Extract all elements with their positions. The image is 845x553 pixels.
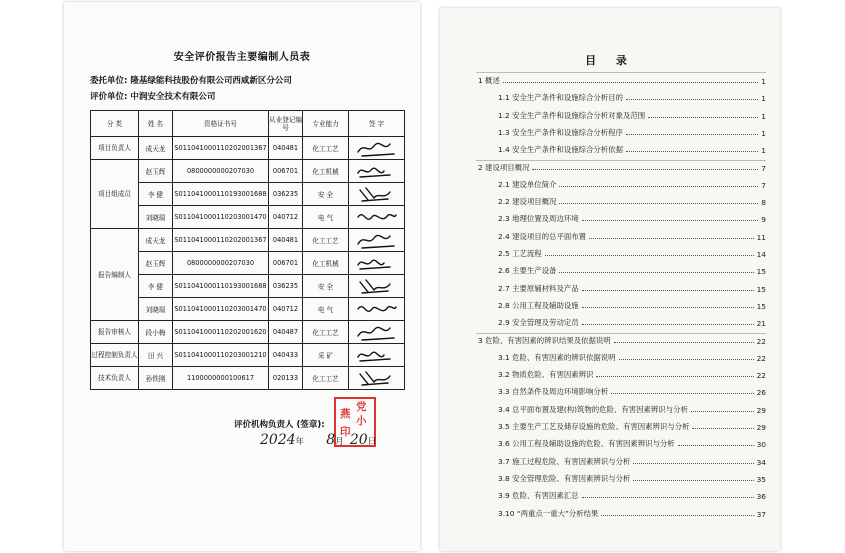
toc-entry-text: 3.8 安全管理危险、有害因素辨识与分析 [498, 473, 631, 483]
toc-section[interactable] [498, 351, 766, 363]
toc-section[interactable] [498, 299, 766, 311]
evaluator-value: 中润安全技术有限公司 [130, 92, 216, 102]
toc-page-number: 8 [761, 198, 766, 208]
toc-section[interactable] [498, 126, 766, 138]
name-cell: 赵玉辉 [139, 252, 173, 275]
toc-section[interactable] [498, 91, 766, 103]
toc-leader-dots [611, 393, 753, 394]
toc-leader-dots [532, 169, 758, 170]
name-cell: 赵玉辉 [139, 160, 173, 183]
cert-cell: S011041000110202001620 [173, 321, 269, 344]
toc-entry-text: 1.4 安全生产条件和设施综合分析依据 [498, 145, 623, 155]
toc-entry-text: 3.1 危险、有害因素的辨识依据说明 [498, 352, 616, 362]
toc-page-number: 1 [761, 111, 766, 121]
toc-entry-text: 2.2 建设项目概况 [498, 197, 557, 207]
reg-cell: 040487 [269, 321, 303, 344]
signature-mark [354, 138, 400, 158]
toc-section[interactable] [498, 437, 766, 449]
major-cell: 化工工艺 [303, 321, 349, 344]
header-cert: 资格证书号 [173, 111, 269, 137]
toc-entry-text: 2.5 工艺流程 [498, 249, 542, 258]
toc-page-number: 1 [761, 128, 766, 138]
seal-char: 党 [356, 401, 367, 413]
toc-page-number: 22 [756, 353, 766, 363]
toc-page-number: 7 [761, 180, 766, 190]
reg-cell: 040433 [269, 344, 303, 367]
toc-page-number: 29 [756, 423, 766, 432]
toc-page [440, 8, 780, 551]
signature-cell [349, 160, 405, 183]
toc-section[interactable] [498, 385, 766, 397]
toc-leader-dots [582, 324, 754, 325]
toc-page-number: 9 [761, 215, 766, 225]
signature-cell [349, 183, 405, 206]
toc-leader-dots [582, 290, 754, 291]
toc-entry-text: 3.4 总平面布置及建(构)筑物的危险、有害因素辨识与分析 [498, 404, 688, 414]
toc-entry-text: 2.7 主要原辅材料及产品 [498, 283, 579, 293]
client-value: 隆基绿能科技股份有限公司西咸新区分公司 [130, 76, 292, 86]
major-cell: 化工工艺 [303, 137, 349, 160]
toc-page-number: 26 [756, 388, 766, 398]
cert-cell: 1100000000100617 [173, 367, 269, 390]
toc-entry-text: 3 危险、有害因素的辨识结果及依据说明 [478, 335, 611, 345]
major-cell: 化工工艺 [303, 367, 349, 390]
signature-mark [354, 276, 400, 296]
toc-section[interactable] [498, 316, 766, 328]
name-cell: 田 兴 [139, 344, 173, 367]
toc-section[interactable] [498, 420, 766, 432]
seal-char: 印 [340, 426, 351, 438]
toc-page-number: 1 [761, 146, 766, 156]
table-row [91, 183, 405, 206]
category-cell: 项目组成员 [91, 160, 139, 229]
toc-page-number: 35 [756, 474, 766, 484]
org-head-label: 评价机构负责人 (签章): [234, 420, 325, 430]
table-row [91, 275, 405, 298]
toc-page-number: 22 [756, 371, 766, 381]
toc-entry-text: 1.1 安全生产条件和设施综合分析目的 [498, 93, 623, 103]
month-unit: 月 [335, 437, 344, 447]
major-cell: 化工工艺 [303, 229, 349, 252]
toc-section[interactable] [498, 178, 766, 190]
major-cell: 安 全 [303, 183, 349, 206]
signature-mark [354, 345, 400, 365]
toc-section[interactable] [498, 264, 766, 276]
category-cell: 过程控制负责人 [91, 344, 139, 367]
table-row [91, 160, 405, 183]
signature-mark [354, 184, 400, 204]
toc-section[interactable] [498, 403, 766, 415]
toc-leader-dots [559, 203, 758, 204]
reg-cell: 040712 [269, 298, 303, 321]
cert-cell: 0800000000207030 [173, 252, 269, 275]
category-cell: 技术负责人 [91, 367, 139, 390]
toc-leader-dots [633, 463, 753, 464]
toc-page-number: 1 [761, 77, 766, 86]
toc-leader-dots [559, 272, 753, 273]
signature-mark [354, 368, 400, 388]
name-cell: 李 健 [139, 275, 173, 298]
table-header-row [91, 111, 405, 137]
category-cell: 项目负责人 [91, 137, 139, 160]
toc-entry-text: 2.4 建设项目的总平面布置 [498, 231, 587, 241]
header-reg: 从业登记编号 [269, 111, 303, 137]
toc-page-number: 15 [756, 301, 766, 311]
toc-leader-dots [626, 151, 758, 152]
header-major: 专业能力 [303, 111, 349, 137]
toc-page-number: 37 [756, 509, 766, 519]
toc-leader-dots [545, 255, 754, 256]
toc-section[interactable] [498, 230, 766, 242]
table-row [91, 137, 405, 160]
signature-cell [349, 252, 405, 275]
toc-leader-dots [648, 117, 758, 118]
header-name: 姓 名 [139, 111, 173, 137]
toc-leader-dots [626, 99, 758, 100]
name-cell: 孙铁刚 [139, 367, 173, 390]
name-cell: 刘晓瑞 [139, 206, 173, 229]
toc-chapter[interactable] [478, 334, 766, 346]
toc-leader-dots [559, 186, 758, 187]
toc-section[interactable] [498, 109, 766, 121]
toc-title: 目 录 [585, 54, 635, 67]
cert-cell: S011041000110193001688 [173, 275, 269, 298]
signature-cell [349, 137, 405, 160]
toc-page-number: 7 [761, 163, 766, 173]
toc-leader-dots [678, 445, 754, 446]
signature-mark [354, 230, 400, 250]
toc-entry-text: 3.2 物质危险、有害因素辨识 [498, 370, 594, 380]
seal-char: 小 [356, 415, 367, 427]
toc-entry-text: 2.1 建设单位简介 [498, 179, 557, 189]
cert-cell: 0800000000207030 [173, 160, 269, 183]
seal-char: 燕 [340, 408, 351, 420]
toc-leader-dots [589, 238, 754, 239]
toc-divider [476, 72, 766, 73]
toc-leader-dots [582, 497, 754, 498]
toc-leader-dots [692, 428, 753, 429]
toc-leader-dots [619, 359, 754, 360]
toc-section[interactable] [498, 489, 766, 501]
sign-day: 20 [349, 432, 368, 448]
sign-month: 8 [326, 432, 336, 448]
evaluator-line [90, 90, 215, 102]
header-category: 分 类 [91, 111, 139, 137]
category-cell: 报告编制人 [91, 229, 139, 321]
page-title: 安全评价报告主要编制人员表 [173, 52, 311, 63]
name-cell: 成天龙 [139, 137, 173, 160]
toc-divider [476, 160, 766, 161]
staff-list-page [64, 2, 420, 551]
toc-leader-dots [633, 480, 753, 481]
toc-chapter[interactable] [478, 161, 766, 173]
toc-entry-text: 2.3 地理位置及周边环境 [498, 214, 579, 224]
sign-date [260, 432, 376, 448]
reg-cell: 036235 [269, 275, 303, 298]
reg-cell: 036235 [269, 183, 303, 206]
toc-leader-dots [503, 82, 758, 83]
toc-leader-dots [582, 307, 754, 308]
toc-entry-text: 1 概述 [478, 76, 500, 85]
day-unit: 日 [367, 437, 377, 447]
toc-section[interactable] [498, 212, 766, 224]
client-label: 委托单位: [90, 76, 128, 86]
toc-entry-text: 1.2 安全生产条件和设施综合分析对象及范围 [498, 110, 646, 120]
toc-page-number: 15 [756, 284, 766, 294]
toc-entry-text: 2.9 安全管理及劳动定员 [498, 318, 579, 328]
toc-divider [476, 333, 766, 334]
toc-page-number: 36 [756, 492, 766, 502]
header-signature: 签 字 [349, 111, 405, 137]
toc-entry-text: 3.9 危险、有害因素汇总 [498, 491, 579, 501]
signature-mark [354, 207, 400, 227]
signature-cell [349, 206, 405, 229]
reg-cell: 006701 [269, 160, 303, 183]
toc-leader-dots [601, 515, 753, 516]
table-row [91, 229, 405, 252]
toc-chapter[interactable] [478, 74, 766, 86]
staff-table [90, 110, 405, 390]
table-row [91, 344, 405, 367]
table-row [91, 367, 405, 390]
toc-section[interactable] [498, 368, 766, 380]
major-cell: 化工机械 [303, 160, 349, 183]
client-line [90, 74, 292, 86]
toc-page-number: 14 [756, 250, 766, 259]
toc-section[interactable] [498, 282, 766, 294]
major-cell: 采 矿 [303, 344, 349, 367]
cert-cell: S011041000110202001367 [173, 137, 269, 160]
reg-cell: 040481 [269, 229, 303, 252]
toc-page-number: 22 [756, 336, 766, 346]
reg-cell: 040481 [269, 137, 303, 160]
signature-cell [349, 344, 405, 367]
signature-cell [349, 321, 405, 344]
cert-cell: S011041000110202001367 [173, 229, 269, 252]
table-row [91, 206, 405, 229]
toc-entry-text: 2.8 公用工程及辅助设施 [498, 300, 579, 310]
major-cell: 化工机械 [303, 252, 349, 275]
signature-mark [354, 253, 400, 273]
toc-page-number: 1 [761, 94, 766, 104]
category-cell: 报告审核人 [91, 321, 139, 344]
reg-cell: 040712 [269, 206, 303, 229]
staff-table-body [91, 137, 405, 390]
toc-leader-dots [596, 376, 753, 377]
toc-leader-dots [582, 220, 759, 221]
toc-leader-dots [614, 342, 754, 343]
toc-entry-text: 3.3 自然条件及周边环境影响分析 [498, 387, 609, 397]
reg-cell: 020133 [269, 367, 303, 390]
toc-page-number: 30 [756, 440, 766, 450]
table-row [91, 321, 405, 344]
signature-cell [349, 229, 405, 252]
signature-mark [354, 299, 400, 319]
reg-cell: 006701 [269, 252, 303, 275]
year-unit: 年 [295, 437, 305, 447]
toc-entry-text: 1.3 安全生产条件和设施综合分析程序 [498, 127, 623, 137]
cert-cell: S011041000110203001210 [173, 344, 269, 367]
cert-cell: S011041000110203001470 [173, 298, 269, 321]
signature-mark [354, 322, 400, 342]
signature-cell [349, 298, 405, 321]
name-cell: 成天龙 [139, 229, 173, 252]
table-row [91, 252, 405, 275]
toc-section[interactable] [498, 472, 766, 484]
toc-section[interactable] [498, 247, 766, 259]
toc-entry-text: 2 建设项目概况 [478, 162, 530, 172]
toc-page-number: 15 [756, 267, 766, 277]
cert-cell: S011041000110193001688 [173, 183, 269, 206]
name-cell: 李 健 [139, 183, 173, 206]
toc-entry-text: 3.5 主要生产工艺及储存设施的危险、有害因素辨识与分析 [498, 422, 690, 431]
toc-section[interactable] [498, 507, 766, 519]
cert-cell: S011041000110203001470 [173, 206, 269, 229]
toc-leader-dots [626, 134, 758, 135]
toc-entry-text: 3.7 施工过程危险、有害因素辨识与分析 [498, 456, 631, 466]
name-cell: 刘晓瑞 [139, 298, 173, 321]
toc-entry-text: 3.10 “两重点一重大”分析结果 [498, 508, 599, 518]
table-row [91, 298, 405, 321]
toc-section[interactable] [498, 143, 766, 155]
toc-page-number: 34 [756, 457, 766, 467]
toc-entry-text: 2.6 主要生产设备 [498, 266, 557, 276]
toc-section[interactable] [498, 455, 766, 467]
toc-page-number: 29 [756, 405, 766, 415]
signature-mark [354, 161, 400, 181]
major-cell: 安 全 [303, 275, 349, 298]
sign-year: 2024 [260, 432, 296, 448]
name-cell: 段小梅 [139, 321, 173, 344]
toc-page-number: 11 [756, 232, 766, 242]
major-cell: 电 气 [303, 298, 349, 321]
evaluator-label: 评价单位: [90, 92, 128, 102]
signature-cell [349, 367, 405, 390]
toc-section[interactable] [498, 195, 766, 207]
toc-leader-dots [691, 411, 754, 412]
toc-entry-text: 3.6 公用工程及辅助设施的危险、有害因素辨识与分析 [498, 439, 675, 449]
major-cell: 电 气 [303, 206, 349, 229]
signature-cell [349, 275, 405, 298]
toc-page-number: 21 [756, 319, 766, 329]
